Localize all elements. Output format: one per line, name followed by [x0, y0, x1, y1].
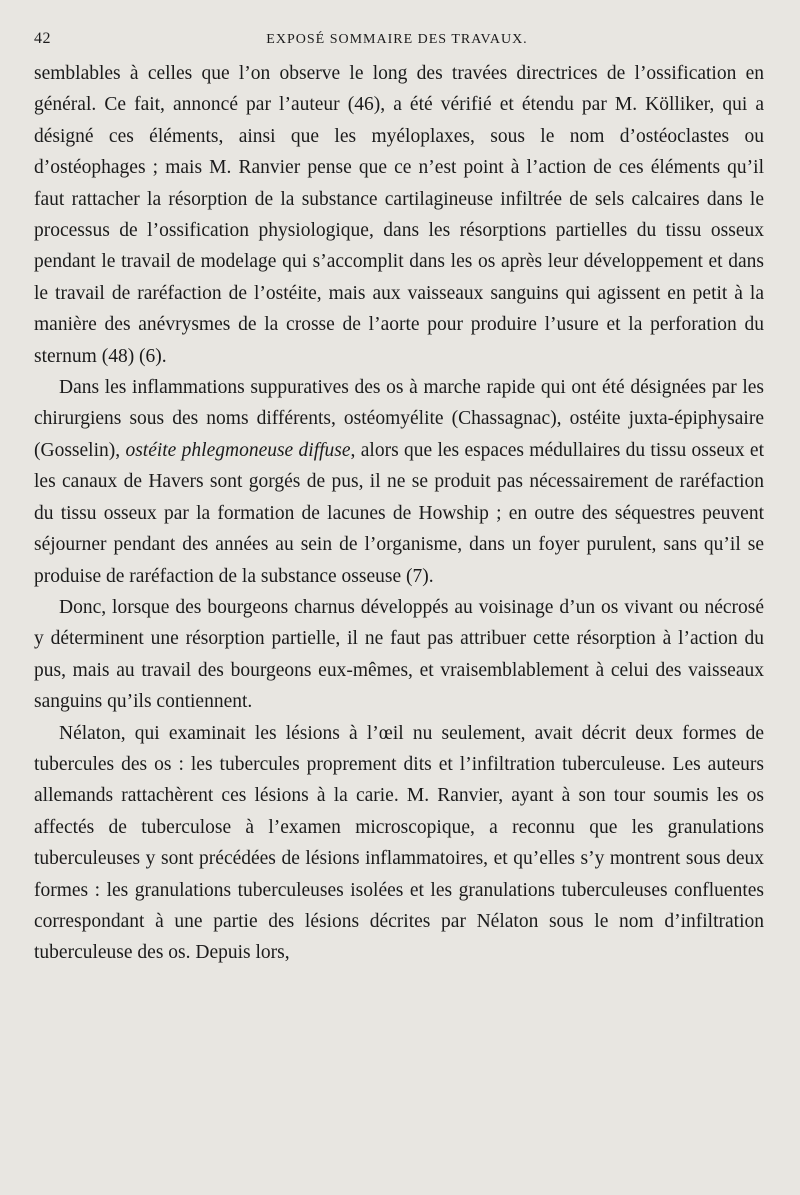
paragraph-text: Nélaton, qui examinait les lésions à l’œil nu seulement, avait décrit deux formes de tubercules des os : les tubercules proprement dits et l’infiltration tuberculeuse. Les auteurs allemands rattachèrent ces lésions à la carie. M. Ranvier, ayant à son tour soumis les os affectés de tuberculose à l’examen microscopique, a reconnu que les granulations tuberculeuses y sont précédées de lésions inflammatoires, et qu’elles s’y montrent sous deux formes : les granulations tuberculeuses isolées et les granulations tuberculeuses confluentes correspondant à une partie des lésions décrites par Nélaton sous le nom d’infiltration tuberculeuse des os. Depuis lors, — [34, 722, 764, 964]
paragraph-text: semblables à celles que l’on observe le long des travées directrices de l’ossification en général. Ce fait, annoncé par l’auteur (46), a été vérifié et étendu par M. Kölliker, qui a désigné ces éléments, ainsi que les myéloplaxes, sous le nom d’ostéoclastes ou d’ostéophages ; mais M. Ranvier pense que ce n’est point à l’action de ces éléments qu’il faut rattacher la résorption de la substance cartilagineuse infiltrée de sels calcaires dans le processus de l’ossification physiologique, dans les résorptions partielles du tissu osseux pendant le travail de modelage qui s’accomplit dans les os après leur développement et dans le travail de raréfaction de l’ostéite, mais aux vaisseaux sanguins qui agissent en petit à la manière des anévrysmes de la crosse de l’aorte pour produire l’usure et la perforation du sternum (48) (6). — [34, 63, 764, 367]
italic-term: ostéite phlegmoneuse diffuse — [125, 439, 351, 461]
running-title: EXPOSÉ SOMMAIRE DES TRAVAUX. — [266, 32, 528, 47]
page-number: 42 — [34, 30, 51, 47]
paragraph — [34, 592, 764, 718]
paragraph-text: Donc, lorsque des bourgeons charnus développés au voisinage d’un os vivant ou nécrosé y déterminent une résorption partielle, il ne faut pas attribuer cette résorption à l’action du pus, mais au travail des bourgeons eux-mêmes, et vraisemblablement à celui des vaisseaux sanguins qu’ils contiennent. — [34, 596, 764, 713]
paragraph — [34, 372, 764, 592]
paragraph-text: , alors que les espaces médullaires du tissu osseux et les canaux de Havers sont gorgés de pus, il ne se produit pas nécessairement de raréfaction du tissu osseux par la formation de lacunes de Howship ; en outre des séquestres peuvent séjourner pendant des années au sein de l’organisme, dans un foyer purulent, sans qu’il se produise de raréfaction de la substance osseuse (7). — [34, 439, 764, 587]
paragraph — [34, 58, 764, 372]
paragraph — [34, 718, 764, 969]
body-text — [34, 58, 764, 969]
page-header — [34, 30, 760, 54]
paragraph-text: Dans les inflammations suppuratives des os à marche rapide qui ont été désignées par les chirurgiens sous des noms différents, ostéomyélite (Chassagnac), ostéite juxta-épiphysaire (Gosselin), — [34, 377, 764, 461]
